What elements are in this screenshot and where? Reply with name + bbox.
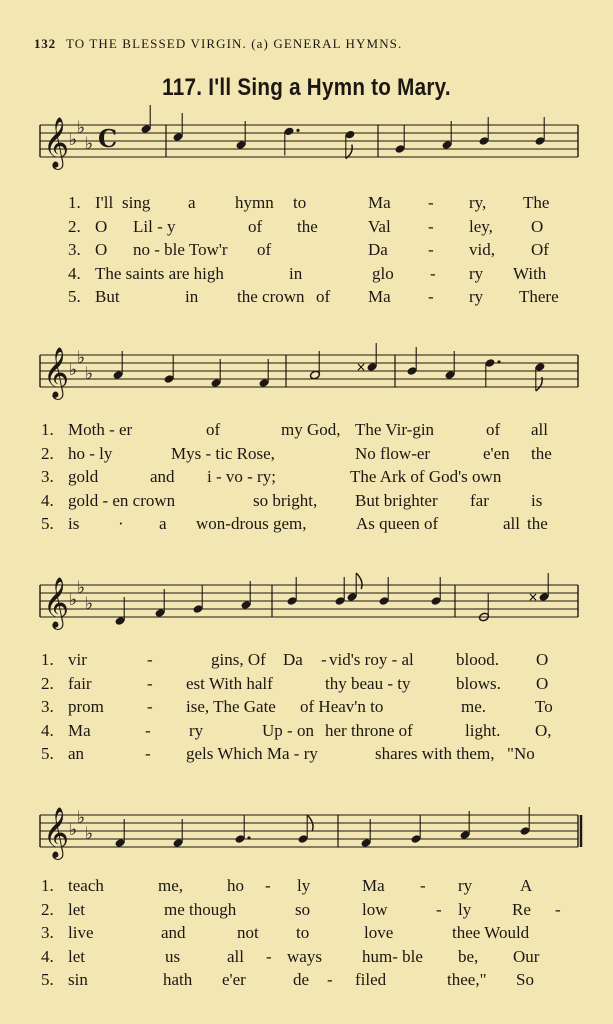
lyric-syllable: an: [68, 744, 85, 763]
lyric-syllable: to: [293, 193, 307, 212]
page-number: 132: [34, 36, 56, 51]
lyric-syllable: hath: [163, 970, 193, 989]
flat-icon: ♭: [85, 824, 94, 844]
music-staff: [0, 335, 613, 415]
treble-clef-icon: 𝄞: [43, 347, 70, 398]
lyric-syllable: low: [362, 899, 388, 919]
lyric-syllable: of: [316, 287, 331, 306]
lyric-syllable: Ma: [368, 287, 391, 306]
lyric-syllable: de: [293, 970, 310, 989]
lyric-syllable: so bright,: [253, 490, 318, 510]
lyric-syllable: of: [486, 420, 501, 439]
lyric-syllable: glo: [372, 263, 394, 283]
lyric-syllable: Ma: [68, 720, 91, 740]
lyric-syllable: There: [519, 287, 559, 306]
verse-line: [0, 970, 613, 994]
common-time-icon: C: [98, 124, 118, 153]
verse-number: 1.: [68, 193, 81, 212]
verse-line: [0, 876, 613, 900]
lyric-syllable: vir: [68, 650, 87, 669]
verse-number: 1.: [41, 650, 54, 669]
verse-line: [0, 420, 613, 444]
lyric-syllable: all: [531, 420, 548, 439]
lyric-syllable: and: [161, 923, 186, 942]
section-title: TO THE BLESSED VIRGIN. (a) GENERAL HYMNS.: [65, 36, 403, 51]
verse-line: [0, 744, 613, 768]
lyric-syllable: the: [531, 443, 552, 463]
lyric-syllable: Up - on: [262, 720, 314, 740]
verse-number: 1.: [41, 420, 54, 439]
lyric-syllable: ly: [458, 899, 472, 919]
lyric-syllable: in: [289, 263, 303, 283]
flat-icon: ♭: [85, 594, 94, 614]
lyric-syllable: -: [436, 899, 442, 919]
lyric-syllable: us: [165, 946, 181, 966]
lyric-syllable: the crown: [237, 287, 305, 306]
lyric-syllable: -: [265, 876, 271, 895]
lyric-syllable: to: [296, 923, 310, 942]
lyric-syllable: no - ble Tow'r: [133, 240, 228, 259]
lyric-syllable: -: [420, 876, 426, 895]
treble-clef-icon: 𝄞: [43, 577, 70, 628]
flat-icon: ♭: [69, 590, 78, 610]
lyric-syllable: thee Would: [452, 923, 530, 942]
lyric-syllable: O: [536, 673, 549, 693]
lyric-syllable: of: [257, 240, 272, 259]
lyric-syllable: -: [428, 240, 434, 259]
verse-line: [0, 514, 613, 538]
verse-line: [0, 444, 613, 468]
lyric-syllable: e'er: [222, 970, 246, 989]
lyric-syllable: the: [527, 514, 548, 533]
lyric-syllable: live: [68, 923, 94, 942]
lyric-syllable: est With half: [186, 673, 273, 693]
lyric-syllable: ley,: [469, 216, 493, 236]
lyric-syllable: ry: [469, 287, 484, 306]
lyric-syllable: and: [150, 467, 175, 486]
lyric-syllable: sin: [68, 970, 88, 989]
lyric-syllable: Da: [368, 240, 388, 259]
lyric-syllable: in: [185, 287, 199, 306]
verse-number: 4.: [41, 720, 54, 740]
flat-icon: ♭: [77, 578, 86, 598]
lyric-syllable: hum- ble: [362, 946, 423, 966]
flag: [356, 573, 362, 589]
lyric-syllable: To: [535, 697, 553, 716]
flat-icon: ♭: [85, 134, 94, 154]
lyric-syllable: ·: [118, 514, 124, 533]
lyric-syllable: ry,: [469, 193, 487, 212]
lyric-syllable: Moth - er: [68, 420, 133, 439]
music-staff: [0, 565, 613, 645]
lyric-syllable: Of: [531, 240, 549, 259]
lyric-syllable: is: [68, 514, 80, 533]
flat-icon: ♭: [77, 348, 86, 368]
lyric-syllable: all: [227, 946, 244, 966]
lyric-syllable: O: [536, 650, 549, 669]
lyric-syllable: O: [95, 240, 108, 259]
natural-icon: ×: [356, 360, 367, 374]
lyric-syllable: -: [327, 970, 333, 989]
lyric-syllable: No flow-er: [355, 443, 431, 463]
verse-number: 3.: [41, 467, 54, 486]
dot: [296, 129, 299, 132]
lyric-syllable: O: [95, 216, 108, 236]
flat-icon: ♭: [69, 820, 78, 840]
lyric-syllable: her throne of: [325, 720, 413, 740]
lyric-syllable: let: [68, 946, 85, 966]
lyric-syllable: -: [147, 650, 153, 669]
flat-icon: ♭: [69, 130, 78, 150]
flat-icon: ♭: [69, 360, 78, 380]
lyric-syllable: love: [364, 923, 394, 942]
flat-icon: ♭: [85, 364, 94, 384]
lyric-syllable: But: [95, 287, 120, 306]
lyric-syllable: me.: [461, 697, 487, 716]
verse-number: 4.: [41, 490, 54, 510]
lyric-syllable: a: [159, 514, 167, 533]
verse-line: [0, 947, 613, 971]
lyric-syllable: thy beau - ty: [325, 673, 411, 693]
lyric-syllable: Lil - y: [133, 216, 176, 236]
verse-number: 2.: [41, 443, 54, 463]
lyric-syllable: ly: [297, 876, 311, 895]
lyric-syllable: filed: [355, 970, 387, 989]
verse-number: 5.: [41, 514, 54, 533]
lyric-syllable: O,: [535, 720, 552, 740]
lyrics-block: [0, 650, 613, 768]
lyric-syllable: With: [513, 263, 547, 283]
verse-number: 2.: [68, 216, 81, 236]
lyric-syllable: ho - ly: [68, 443, 113, 463]
lyric-syllable: But brighter: [355, 490, 438, 510]
verse-number: 4.: [68, 263, 81, 283]
lyric-syllable: O: [531, 216, 544, 236]
lyric-syllable: I'll: [95, 193, 114, 212]
lyric-syllable: -: [145, 720, 151, 740]
lyric-syllable: Val: [368, 216, 391, 236]
lyric-syllable: vid's roy - al: [329, 650, 414, 669]
lyric-syllable: me though: [164, 899, 237, 919]
verse-number: 1.: [41, 876, 54, 895]
dot: [247, 836, 250, 839]
verse-line: [0, 923, 613, 947]
hymn-title: 117. I'll Sing a Hymn to Mary.: [162, 74, 451, 101]
verse-number: 5.: [68, 287, 81, 306]
lyric-syllable: "No: [507, 744, 535, 763]
verse-line: [0, 467, 613, 491]
lyrics-block: [0, 420, 613, 538]
verse-line: [0, 287, 613, 311]
verse-number: 3.: [41, 697, 54, 716]
verse-number: 2.: [41, 899, 54, 919]
verse-number: 5.: [41, 744, 54, 763]
lyric-syllable: thee,": [447, 970, 487, 989]
lyrics-block: [0, 876, 613, 994]
verse-line: [0, 264, 613, 288]
verse-line: [0, 193, 613, 217]
lyric-syllable: of: [248, 216, 263, 236]
lyric-syllable: -: [266, 946, 272, 966]
lyric-syllable: -: [428, 216, 434, 236]
lyric-syllable: A: [520, 876, 533, 895]
lyric-syllable: ry: [469, 263, 484, 283]
lyric-syllable: blows.: [456, 673, 501, 693]
lyric-syllable: The: [523, 193, 550, 212]
lyric-syllable: The Ark of God's own: [350, 467, 502, 486]
lyric-syllable: e'en: [483, 443, 510, 463]
lyric-syllable: let: [68, 899, 85, 919]
lyric-syllable: of Heav'n to: [300, 697, 384, 716]
verse-number: 2.: [41, 673, 54, 693]
verse-line: [0, 217, 613, 241]
lyric-syllable: sing: [122, 193, 151, 212]
lyric-syllable: -: [428, 287, 434, 306]
lyric-syllable: all: [503, 514, 520, 533]
lyric-syllable: ise, The Gate: [186, 697, 276, 716]
lyric-syllable: As queen of: [356, 514, 439, 533]
flat-icon: ♭: [77, 808, 86, 828]
music-staff: [0, 795, 613, 875]
lyric-syllable: Ma: [362, 876, 385, 895]
verse-line: [0, 697, 613, 721]
lyric-syllable: -: [145, 744, 151, 763]
verse-line: [0, 240, 613, 264]
music-staff: [0, 105, 613, 185]
verse-line: [0, 650, 613, 674]
lyric-syllable: The saints are high: [95, 263, 224, 283]
lyric-syllable: hymn: [235, 193, 274, 212]
lyric-syllable: ry: [458, 876, 473, 895]
lyric-syllable: a: [188, 193, 196, 212]
lyric-syllable: be,: [458, 946, 479, 966]
lyric-syllable: far: [470, 490, 489, 510]
lyric-syllable: gins, Of: [211, 650, 266, 669]
verse-number: 4.: [41, 946, 54, 966]
lyric-syllable: so: [295, 899, 311, 919]
lyric-syllable: -: [147, 697, 153, 716]
verse-number: 3.: [68, 240, 81, 259]
lyric-syllable: i - vo - ry;: [207, 467, 276, 486]
lyric-syllable: Da: [283, 650, 303, 669]
lyric-syllable: ways: [287, 946, 322, 966]
lyric-syllable: Re: [512, 899, 531, 919]
lyric-syllable: Mys - tic Rose,: [171, 443, 275, 463]
lyric-syllable: of: [206, 420, 221, 439]
lyric-syllable: -: [430, 263, 436, 283]
lyric-syllable: So: [516, 970, 534, 989]
lyric-syllable: Ma: [368, 193, 391, 212]
lyric-syllable: me,: [158, 876, 184, 895]
verse-number: 5.: [41, 970, 54, 989]
lyric-syllable: The Vir-gin: [355, 420, 435, 439]
flat-icon: ♭: [77, 118, 86, 138]
verse-line: [0, 674, 613, 698]
natural-icon: ×: [528, 590, 539, 604]
lyric-syllable: gold: [68, 467, 99, 486]
lyric-syllable: -: [555, 899, 561, 919]
lyric-syllable: my God,: [281, 420, 341, 439]
lyric-syllable: teach: [68, 876, 104, 895]
verse-number: 3.: [41, 923, 54, 942]
lyric-syllable: light.: [465, 720, 501, 740]
lyric-syllable: gold - en crown: [68, 490, 176, 510]
lyrics-block: [0, 193, 613, 311]
lyric-syllable: ho: [227, 876, 244, 895]
lyric-syllable: -: [321, 650, 327, 669]
lyric-syllable: -: [147, 673, 153, 693]
lyric-syllable: shares with them,: [375, 744, 495, 763]
lyric-syllable: blood.: [456, 650, 499, 669]
lyric-syllable: not: [237, 923, 259, 942]
verse-line: [0, 900, 613, 924]
lyric-syllable: -: [428, 193, 434, 212]
dot: [497, 360, 500, 363]
lyric-syllable: Our: [513, 946, 540, 966]
treble-clef-icon: 𝄞: [43, 807, 70, 858]
verse-line: [0, 721, 613, 745]
lyric-syllable: vid,: [469, 240, 495, 259]
lyric-syllable: ry: [189, 720, 204, 740]
lyric-syllable: fair: [68, 673, 92, 693]
verse-line: [0, 491, 613, 515]
lyric-syllable: the: [297, 216, 318, 236]
running-header: [34, 36, 574, 52]
lyric-syllable: is: [531, 490, 543, 510]
lyric-syllable: prom: [68, 697, 104, 716]
lyric-syllable: won-drous gem,: [196, 514, 307, 533]
treble-clef-icon: 𝄞: [43, 117, 70, 168]
lyric-syllable: gels Which Ma - ry: [186, 744, 318, 763]
